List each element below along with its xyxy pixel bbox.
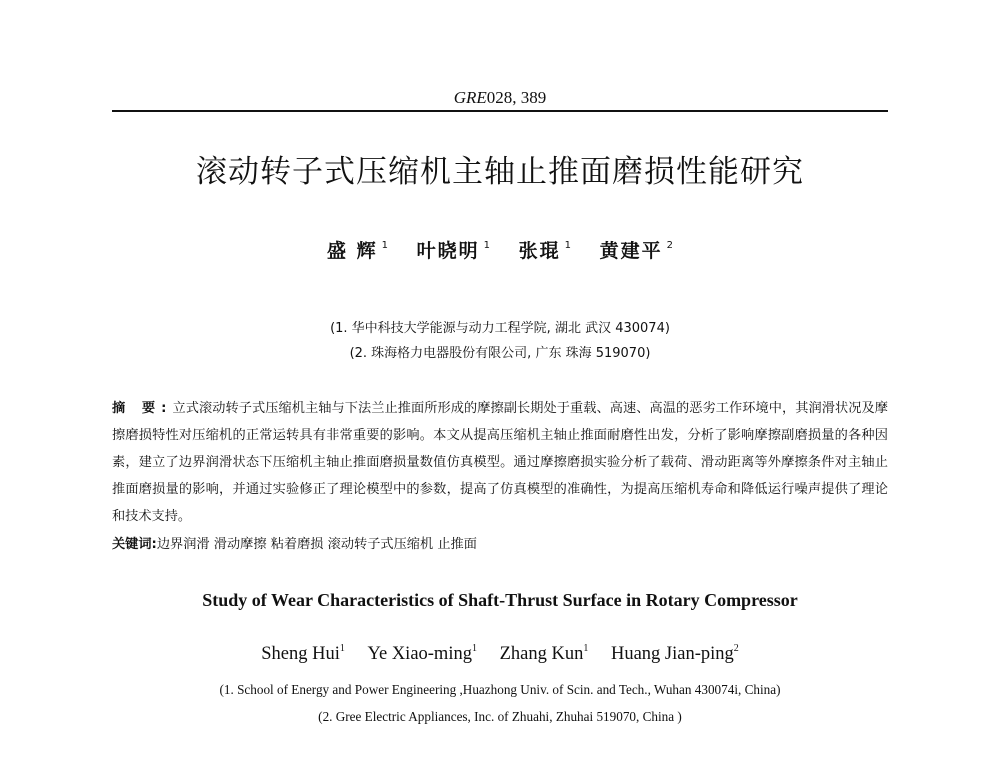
chinese-abstract [112,395,888,530]
english-affiliation-1: (1. School of Energy and Power Engineering ,Huazhong Univ. of Scin. and Tech., Wuhan 430074i, China) [219,682,781,697]
paper-code-number: 028, 389 [486,88,547,107]
english-author-name: Zhang Kun [499,644,584,664]
chinese-author [417,240,490,262]
english-author-name: Sheng Hui [261,644,340,664]
author-affiliation-mark: 1 [381,240,388,251]
abstract-text: 立式滚动转子式压缩机主轴与下法兰止推面所形成的摩擦副长期处于重载、高速、高温的恶劣工作环境中，其润滑状况及摩擦磨损特性对压缩机的正常运转具有非常重要的影响。本文从提高压缩机主轴止推面耐磨性出发，分析了影响摩擦副磨损量的各种因素，建立了边界润滑状态下压缩机主轴止推面磨损量数值仿真模型。通过摩擦磨损实验分析了载荷、滑动距离等外摩擦条件对主轴止推面磨损量的影响，并通过实验修正了理论模型中的参数，提高了仿真模型的准确性，为提高压缩机寿命和降低运行噪声提供了理论和技术支持。 [112,401,888,524]
english-affiliation-2: (2. Gree Electric Appliances, Inc. of Zhuahi, Zhuhai 519070, China ) [318,709,682,724]
chinese-title: 滚动转子式压缩机主轴止推面磨损性能研究 [196,154,804,190]
english-author-name: Huang Jian-ping [610,644,734,664]
chinese-author-name: 叶晓明 [416,240,480,262]
abstract-label: 摘 要: [112,401,173,416]
chinese-affiliation-1: (1. 华中科技大学能源与动力工程学院, 湖北 武汉 430074) [330,321,670,336]
chinese-author-name: 盛 辉 [326,240,378,262]
author-affiliation-mark: 1 [339,643,345,654]
chinese-author-name: 黄建平 [599,240,663,262]
chinese-author [327,240,388,262]
author-affiliation-mark: 1 [471,643,477,654]
author-affiliation-mark: 2 [666,240,674,251]
english-author [367,644,477,664]
author-affiliation-mark: 1 [564,240,571,251]
english-author-name: Ye Xiao-ming [367,644,472,664]
chinese-keywords [112,531,888,558]
english-author [611,644,739,664]
keywords-label: 关键词: [112,537,157,552]
paper-code [0,88,1000,108]
chinese-author [600,240,673,262]
keywords-text: 边界润滑 滑动摩擦 粘着磨损 滚动转子式压缩机 止推面 [156,537,477,552]
chinese-author-list [0,236,1000,263]
english-author [500,644,589,664]
author-affiliation-mark: 1 [583,643,589,654]
english-author [261,644,345,664]
chinese-author [519,240,571,262]
paper-code-prefix: GRE [453,88,487,107]
chinese-author-name: 张琨 [518,240,561,262]
chinese-affiliation-2: (2. 珠海格力电器股份有限公司, 广东 珠海 519070) [349,346,651,361]
english-author-list [0,643,1000,665]
header-rule [112,110,888,112]
author-affiliation-mark: 1 [483,240,490,251]
author-affiliation-mark: 2 [733,643,739,654]
english-title: Study of Wear Characteristics of Shaft-Thrust Surface in Rotary Compressor [202,590,798,610]
